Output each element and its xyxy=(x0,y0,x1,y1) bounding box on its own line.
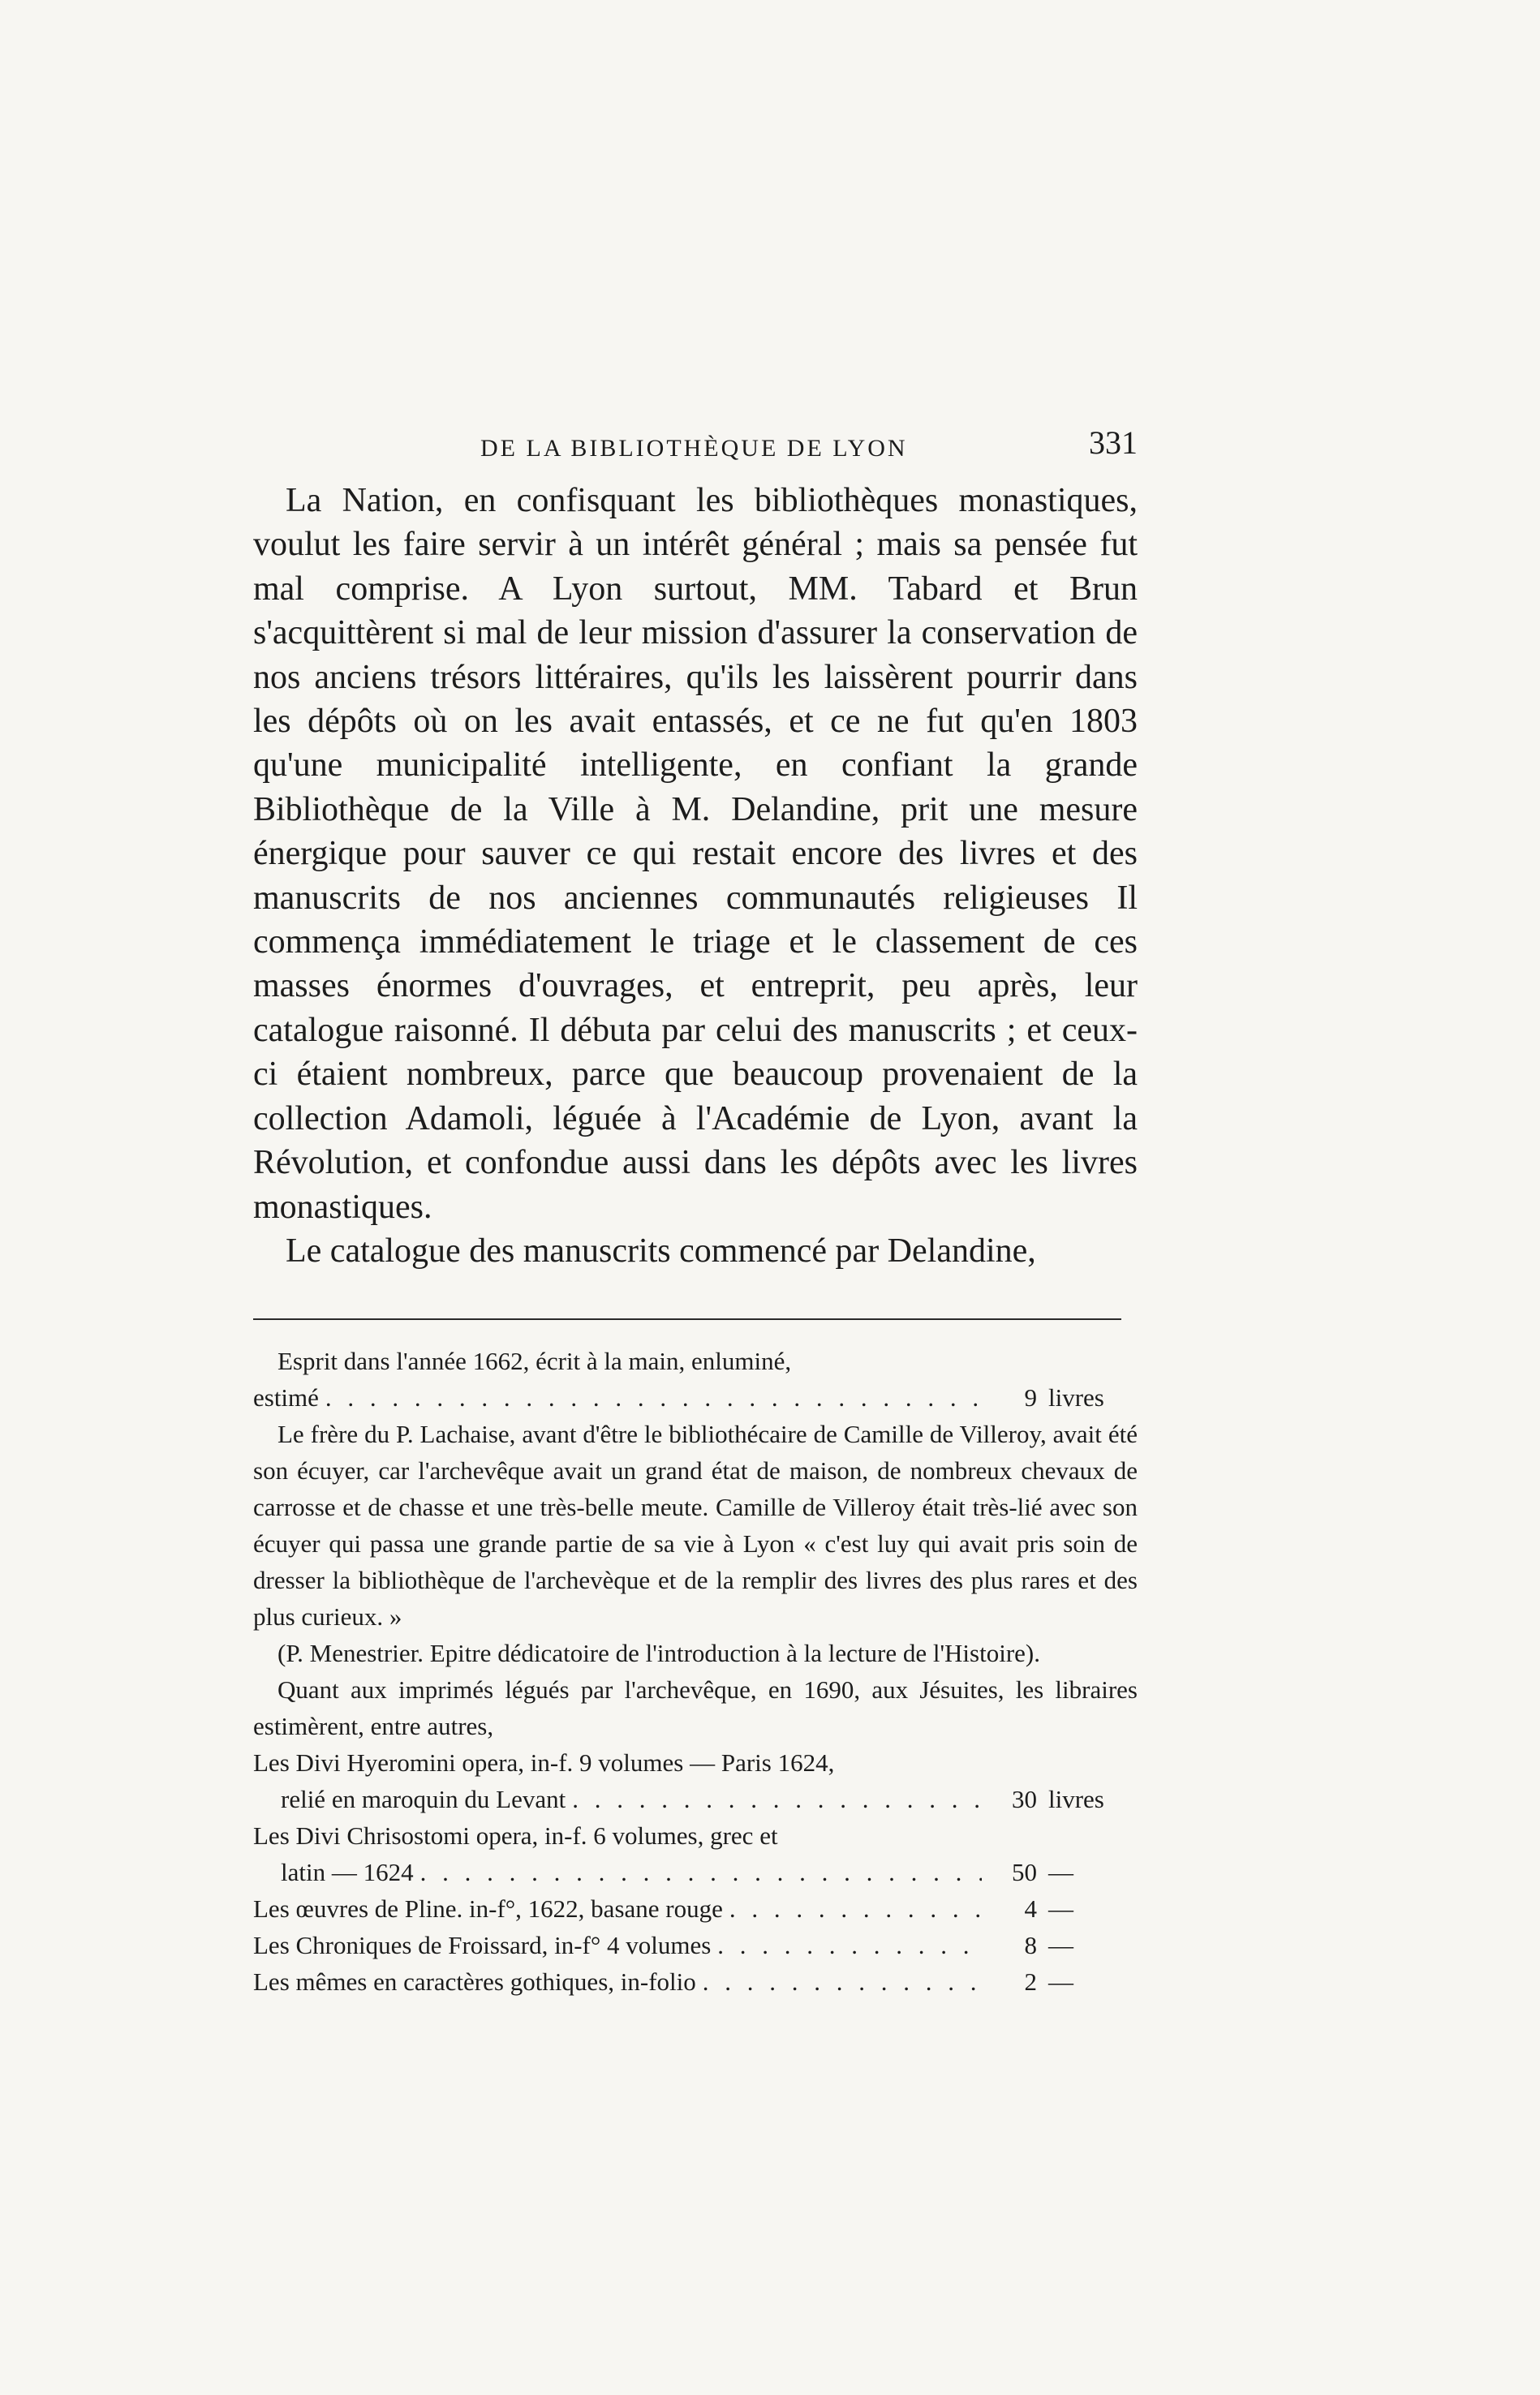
page-header xyxy=(253,424,1138,472)
note-item4-row xyxy=(253,1890,1138,1927)
note-item3-amount: 50 xyxy=(1012,1858,1037,1886)
footnote-divider xyxy=(253,1318,1121,1320)
note-item3-row xyxy=(253,1854,1138,1890)
leader-dots xyxy=(703,1963,982,2000)
note-para3: Quant aux imprimés légués par l'archevêque, en 1690, aux Jésuites, les libraires estimèrent, entre autres, xyxy=(253,1675,1138,1740)
note-item2-row xyxy=(253,1781,1138,1817)
running-title: DE LA BIBLIOTHÈQUE DE LYON xyxy=(480,435,908,462)
note-item1-line1: Esprit dans l'année 1662, écrit à la main, enluminé, xyxy=(277,1347,792,1375)
note-item4-unit: — xyxy=(1048,1894,1073,1923)
leader-dots xyxy=(729,1890,982,1927)
note-item6-amount: 2 xyxy=(1024,1967,1037,1996)
note-item2-line1: Les Divi Hyeromini opera, in-f. 9 volumes — Paris 1624, xyxy=(253,1748,835,1777)
note-item3-unit: — xyxy=(1048,1858,1073,1886)
note-item1-row xyxy=(253,1379,1138,1416)
note-para2: (P. Menestrier. Epitre dédicatoire de l'introduction à la lecture de l'Histoire). xyxy=(277,1639,1040,1667)
note-item5-label: Les Chroniques de Froissard, in-f° 4 volumes xyxy=(253,1931,712,1959)
leader-dots xyxy=(572,1781,982,1817)
leader-dots xyxy=(420,1854,982,1890)
note-item2-label: relié en maroquin du Levant xyxy=(281,1785,566,1813)
note-item2-unit: livres xyxy=(1048,1785,1104,1813)
leader-dots xyxy=(717,1927,982,1963)
note-para1: Le frère du P. Lachaise, avant d'être le bibliothécaire de Camille de Villeroy, avait été son écuyer, car l'archevêque avait un grand état de maison, de nombreux chevaux de carrosse et de chasse et une très-belle meute. Camille de Villeroy était très-lié avec son écuyer qui passa une grande partie de sa vie à Lyon « c'est luy qui avait pris soin de dresser la bibliothèque de l'archevèque et de la remplir des livres des plus rares et des plus curieux. » xyxy=(253,1420,1138,1631)
note-item1-amount: 9 xyxy=(1024,1383,1037,1412)
note-item2-amount: 30 xyxy=(1012,1785,1037,1813)
body-paragraph-2: Le catalogue des manuscrits commencé par Delandine, xyxy=(286,1232,1036,1270)
note-item1-unit: livres xyxy=(1048,1383,1104,1412)
note-item6-label: Les mêmes en caractères gothiques, in-folio xyxy=(253,1967,696,1996)
note-item5-amount: 8 xyxy=(1024,1931,1037,1959)
footnotes xyxy=(253,1343,1138,2000)
note-item3-label: latin — 1624 xyxy=(281,1858,414,1886)
note-item1-label: estimé xyxy=(253,1383,319,1412)
page-number: 331 xyxy=(1089,424,1138,461)
body-paragraph-1: La Nation, en confisquant les bibliothèques monastiques, voulut les faire servir à un intérêt général ; mais sa pensée fut mal comprise. A Lyon surtout, MM. Tabard et Brun s'acquittèrent si mal de leur mission d'assurer la conservation de nos anciens trésors littéraires, qu'ils les laissèrent pourrir dans les dépôts où on les avait entassés, et ce ne fut qu'en 1803 qu'une municipalité intelligente, en confiant la grande Bibliothèque de la Ville à M. Delandine, prit une mesure énergique pour sauver ce qui restait encore des livres et des manuscrits de nos anciennes communautés religieuses Il commença immédiatement le triage et le classement de ces masses énormes d'ouvrages, et entreprit, peu après, leur catalogue raisonné. Il débuta par celui des manuscrits ; et ceux-ci étaient nombreux, parce que beaucoup provenaient de la collection Adamoli, léguée à l'Académie de Lyon, avant la Révolution, et confondue aussi dans les dépôts avec les livres monastiques. xyxy=(253,482,1138,1226)
note-item6-unit: — xyxy=(1048,1967,1073,1996)
leader-dots xyxy=(325,1379,982,1416)
main-text xyxy=(253,479,1138,1273)
note-item4-label: Les œuvres de Pline. in-f°, 1622, basane rouge xyxy=(253,1894,723,1923)
note-item5-unit: — xyxy=(1048,1931,1073,1959)
note-item6-row xyxy=(253,1963,1138,2000)
note-item4-amount: 4 xyxy=(1024,1894,1037,1923)
note-item5-row xyxy=(253,1927,1138,1963)
note-item3-line1: Les Divi Chrisostomi opera, in-f. 6 volumes, grec et xyxy=(253,1821,778,1850)
